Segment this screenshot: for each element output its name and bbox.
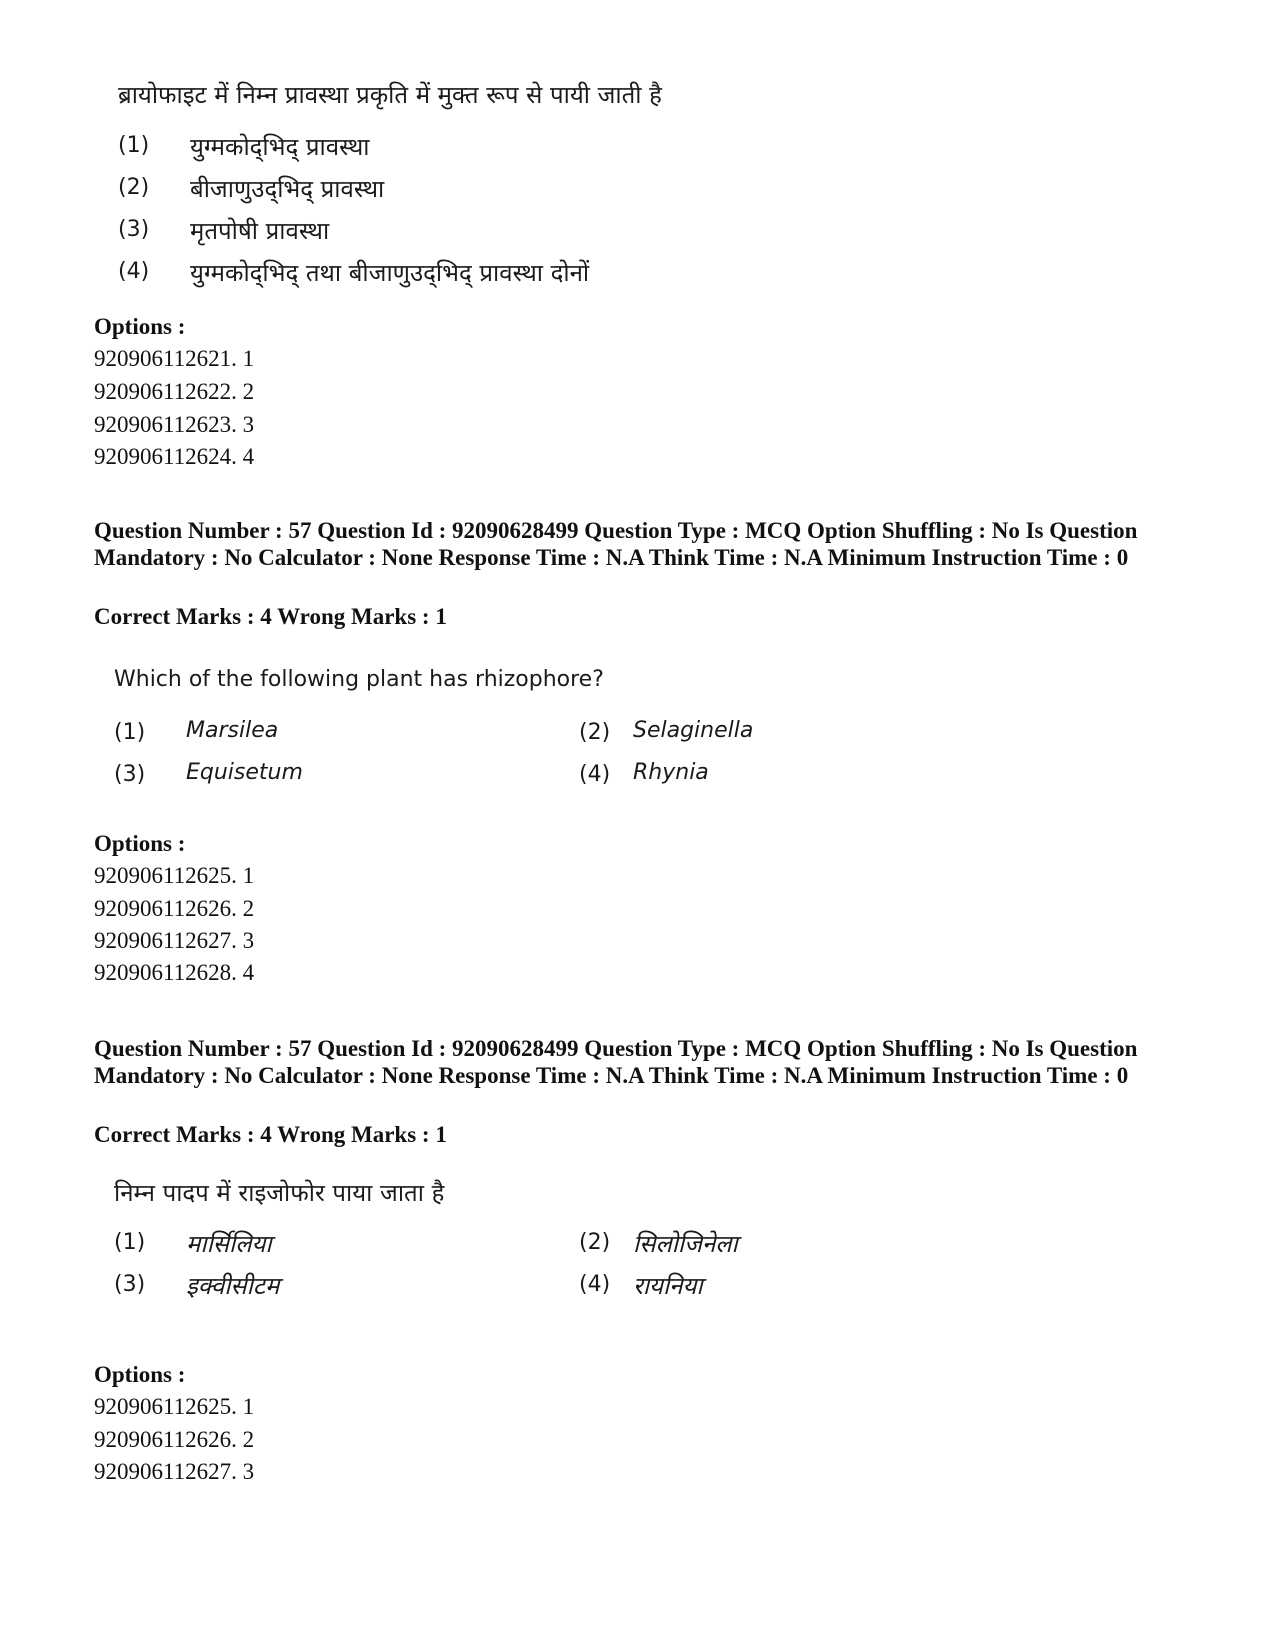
choice-number: (2): [579, 1230, 611, 1255]
options-heading: Options :: [94, 831, 186, 856]
choice-number: (2): [579, 720, 611, 745]
choice-text: युग्मकोद्‌भिद्‌ प्रावस्था: [190, 133, 370, 161]
options-heading: Options :: [94, 1362, 186, 1387]
choice-text: रायनिया: [633, 1272, 703, 1300]
choice-text: Marsilea: [186, 718, 279, 743]
marks-info: Correct Marks : 4 Wrong Marks : 1: [94, 604, 447, 629]
option-line: 920906112622. 2: [94, 379, 255, 404]
choice-number: (4): [579, 762, 611, 787]
choice-text: मार्सिलिया: [186, 1230, 272, 1258]
option-line: 920906112628. 4: [94, 960, 255, 985]
question-text: ब्रायोफाइट में निम्न प्रावस्था प्रकृति में मुक्त रूप से पायी जाती है: [118, 81, 662, 109]
choice-text: Rhynia: [633, 760, 709, 785]
choice-text: सिलोजिनेला: [633, 1230, 738, 1258]
choice-text: युग्मकोद्‌भिद्‌ तथा बीजाणुउद्‌भिद्‌ प्रावस्था दोनों: [190, 259, 590, 287]
choice-number: (1): [118, 133, 150, 158]
choice-text: मृतपोषी प्रावस्था: [190, 217, 330, 245]
option-line: 920906112625. 1: [94, 1394, 255, 1419]
choice-text: Equisetum: [186, 760, 303, 785]
question-meta: Question Number : 57 Question Id : 92090628499 Question Type : MCQ Option Shuffling : No Is Question Mandatory : No Calculator : None Response Time : N.A Think Time : N.A Minimum Instruction Time : 0: [94, 518, 1138, 570]
option-line: 920906112621. 1: [94, 346, 255, 371]
choice-number: (4): [579, 1272, 611, 1297]
option-line: 920906112624. 4: [94, 444, 255, 469]
choice-number: (1): [114, 720, 146, 745]
option-line: 920906112627. 3: [94, 928, 255, 953]
choice-number: (4): [118, 259, 150, 284]
choice-number: (3): [118, 217, 150, 242]
choice-number: (3): [114, 762, 146, 787]
choice-number: (3): [114, 1272, 146, 1297]
choice-number: (1): [114, 1230, 146, 1255]
question-text: निम्न पादप में राइजोफोर पाया जाता है: [114, 1179, 445, 1207]
question-meta: Question Number : 57 Question Id : 92090628499 Question Type : MCQ Option Shuffling : No Is Question Mandatory : No Calculator : None Response Time : N.A Think Time : N.A Minimum Instruction Time : 0: [94, 1036, 1138, 1088]
choice-number: (2): [118, 175, 150, 200]
option-line: 920906112625. 1: [94, 863, 255, 888]
choice-text: बीजाणुउद्‌भिद्‌ प्रावस्था: [190, 175, 385, 203]
option-line: 920906112623. 3: [94, 412, 255, 437]
option-line: 920906112627. 3: [94, 1459, 255, 1484]
option-line: 920906112626. 2: [94, 1427, 255, 1452]
choice-text: इक्वीसीटम: [186, 1272, 280, 1300]
question-text: Which of the following plant has rhizophore?: [114, 667, 604, 692]
choice-text: Selaginella: [633, 718, 754, 743]
marks-info: Correct Marks : 4 Wrong Marks : 1: [94, 1122, 447, 1147]
options-heading: Options :: [94, 314, 186, 339]
option-line: 920906112626. 2: [94, 896, 255, 921]
